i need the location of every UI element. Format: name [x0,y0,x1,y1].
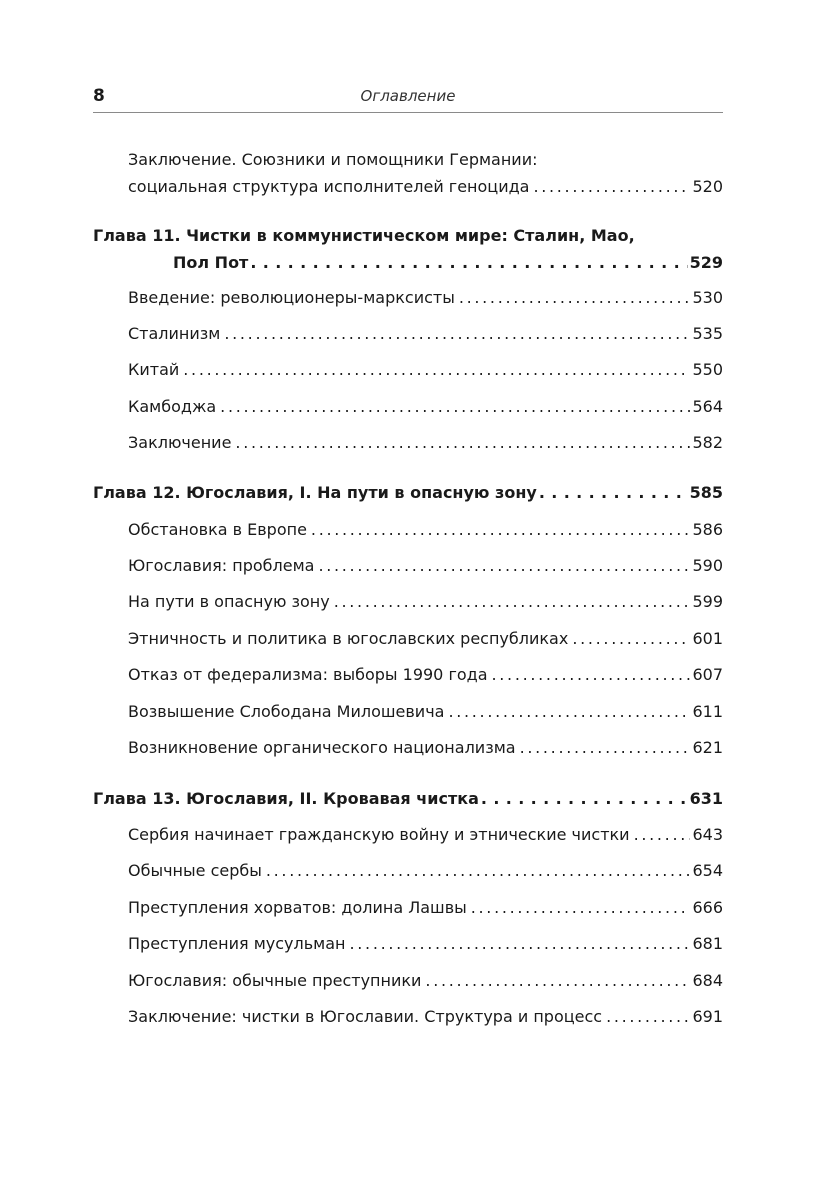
toc-entry-line: Заключение. Союзники и помощники Германии: [128,150,538,169]
dot-leader [235,433,690,453]
chapter-heading[interactable] [93,226,723,273]
dot-leader [533,177,690,197]
dot-leader [539,483,688,503]
toc-entry-page: 691 [692,1007,723,1026]
toc-entry-title: Заключение [128,433,232,452]
toc-entry-page: 520 [692,177,723,196]
toc-entry-title: Китай [128,360,180,379]
chapter-title-cont: Пол Пот [173,253,249,272]
dot-leader [481,789,688,809]
toc-entry[interactable] [128,556,723,576]
toc-entry-page: 654 [692,861,723,880]
toc-entry-title: Преступления мусульман [128,934,346,953]
toc-entry[interactable] [128,629,723,649]
dot-leader [471,898,691,918]
toc-entry[interactable] [128,861,723,881]
toc-entry-title: Обычные сербы [128,861,262,880]
dot-leader [311,520,691,540]
dot-leader [224,324,690,344]
dot-leader [183,360,690,380]
chapter-title: Глава 11. Чистки в коммунистическом мире: Сталин, Мао, [93,226,635,245]
toc-entry[interactable] [128,397,723,417]
toc-entry-page: 666 [692,898,723,917]
page-header [93,84,723,113]
toc-entry-title: Югославия: обычные преступники [128,971,422,990]
toc-entry[interactable] [128,520,723,540]
toc-entry[interactable] [128,433,723,453]
toc-entry-page: 601 [692,629,723,648]
page-number: 8 [93,86,105,106]
toc-entry[interactable] [128,360,723,380]
dot-leader [634,825,691,845]
toc-entry-page: 530 [692,288,723,307]
chapter-title: Глава 12. Югославия, I. На пути в опасную зону [93,483,537,502]
toc-entry-page: 564 [692,397,723,416]
toc-entry-title: социальная структура исполнителей геноцида [128,177,530,196]
chapter-heading[interactable] [93,483,723,503]
toc-entry-title: Сербия начинает гражданскую войну и этнические чистки [128,825,630,844]
toc-entry[interactable] [128,898,723,918]
running-title: Оглавление [360,87,456,105]
chapter-page: 631 [689,789,723,808]
toc-entry-page: 643 [692,825,723,844]
toc-entry[interactable] [128,177,723,197]
toc-entry-page: 582 [692,433,723,452]
toc-entry[interactable] [128,934,723,954]
dot-leader [334,592,691,612]
dot-leader [350,934,691,954]
dot-leader [318,556,690,576]
toc-entry-title: Отказ от федерализма: выборы 1990 года [128,665,488,684]
toc-entry-page: 621 [692,738,723,757]
toc-entry-page: 611 [692,702,723,721]
dot-leader [606,1007,690,1027]
toc-entry-title: Этничность и политика в югославских республиках [128,629,569,648]
toc-entry-title: Преступления хорватов: долина Лашвы [128,898,467,917]
dot-leader [250,253,687,273]
dot-leader [520,738,691,758]
dot-leader [459,288,691,308]
toc-entry[interactable] [128,971,723,991]
dot-leader [266,861,691,881]
dot-leader [572,629,690,649]
toc-entry-page: 684 [692,971,723,990]
toc-entry[interactable] [128,324,723,344]
toc-entry-page: 535 [692,324,723,343]
toc-entry-title: Возникновение органического национализма [128,738,516,757]
toc-entry[interactable] [128,702,723,722]
toc-entry-page: 607 [692,665,723,684]
toc-entry[interactable] [128,665,723,685]
toc-entry[interactable] [128,1007,723,1027]
toc-entry[interactable] [128,738,723,758]
dot-leader [492,665,691,685]
dot-leader [425,971,690,991]
toc-entry-page: 681 [692,934,723,953]
toc-entry-title: Введение: революционеры-марксисты [128,288,455,307]
toc-entry-title: Возвышение Слободана Милошевича [128,702,445,721]
toc-entry-title: Камбоджа [128,397,217,416]
toc-entry-page: 550 [692,360,723,379]
toc-entry-page: 599 [692,592,723,611]
toc-entry-title: Сталинизм [128,324,221,343]
chapter-heading[interactable] [93,789,723,809]
toc-entry-title: Обстановка в Европе [128,520,307,539]
toc-entry-page: 590 [692,556,723,575]
dot-leader [220,397,690,417]
toc-entry-title: Югославия: проблема [128,556,315,575]
chapter-title: Глава 13. Югославия, II. Кровавая чистка [93,789,479,808]
toc-entry-title: На пути в опасную зону [128,592,330,611]
toc-entry-page: 586 [692,520,723,539]
chapter-page: 585 [689,483,723,502]
toc-entry[interactable] [128,592,723,612]
chapter-page: 529 [689,253,723,272]
toc-entry[interactable] [128,288,723,308]
toc-entry-title: Заключение: чистки в Югославии. Структура и процесс [128,1007,603,1026]
toc-entry[interactable] [128,825,723,845]
dot-leader [448,702,690,722]
